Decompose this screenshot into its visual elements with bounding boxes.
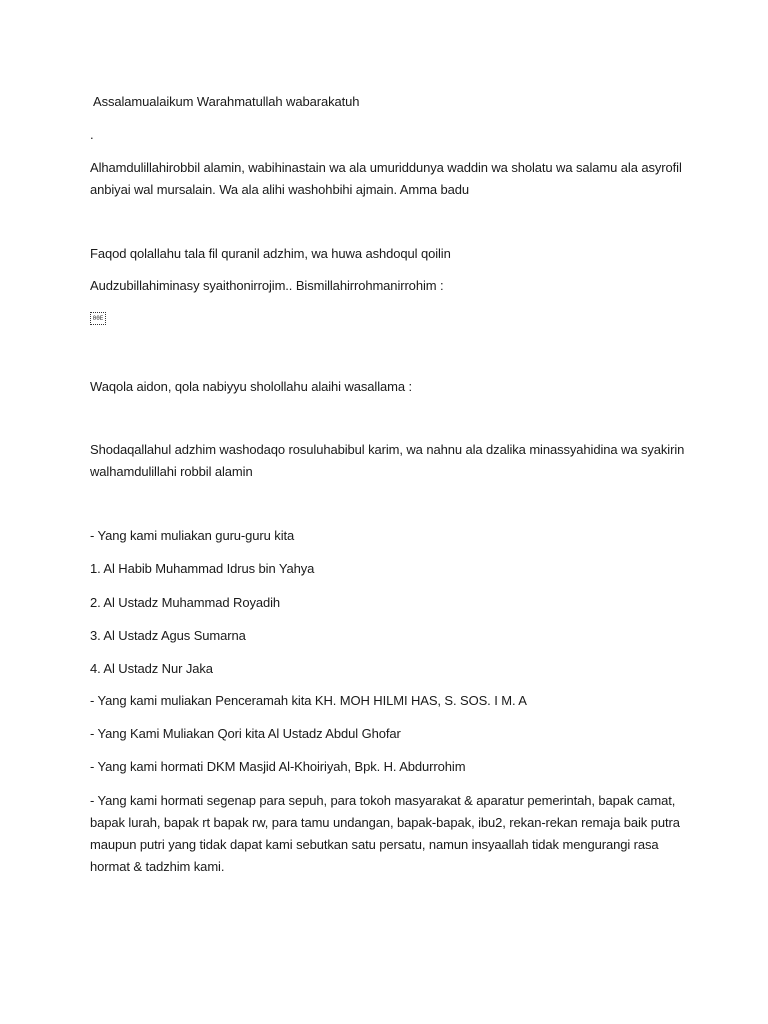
teacher-item: 2. Al Ustadz Muhammad Royadih	[90, 595, 281, 610]
teacher-item: 3. Al Ustadz Agus Sumarna	[90, 628, 246, 643]
qori-text: - Yang Kami Muliakan Qori kita Al Ustadz Abdul Ghofar	[90, 726, 401, 741]
shodaqallahul-paragraph: Shodaqallahul adzhim washodaqo rosuluhabibul karim, wa nahnu ala dzalika minassyahidina wa syakirin walhamdulillahi robbil alamin	[90, 442, 685, 479]
audzubillah-text: Audzubillahiminasy syaithonirrojim.. Bismillahirrohmanirrohim :	[90, 278, 444, 293]
teacher-item: 1. Al Habib Muhammad Idrus bin Yahya	[90, 561, 315, 576]
teacher-item: 4. Al Ustadz Nur Jaka	[90, 661, 213, 676]
dot-text: .	[90, 127, 94, 142]
greeting-text: Assalamualaikum Warahmatullah wabarakatuh	[93, 94, 360, 109]
faqod-text: Faqod qolallahu tala fil quranil adzhim, wa huwa ashdoqul qoilin	[90, 246, 451, 261]
sepuh-paragraph: - Yang kami hormati segenap para sepuh, para tokoh masyarakat & aparatur pemerintah, bapak camat, bapak lurah, bapak rt bapak rw, para tamu undangan, bapak-bapak, ibu2, rekan-rekan remaja baik putra maupun putri yang tidak dapat kami sebutkan satu persatu, namun insyaallah tidak mengurangi rasa hormat & tadzhim kami.	[90, 793, 680, 874]
list-intro: - Yang kami muliakan guru-guru kita	[90, 528, 295, 543]
dkm-text: - Yang kami hormati DKM Masjid Al-Khoiriyah, Bpk. H. Abdurrohim	[90, 759, 466, 774]
waqola-text: Waqola aidon, qola nabiyyu sholollahu alaihi wasallama :	[90, 379, 413, 394]
opening-paragraph: Alhamdulillahirobbil alamin, wabihinastain wa ala umuriddunya waddin wa sholatu wa salamu ala asyrofil anbiyai wal mursalain. Wa ala alihi washohbihi ajmain. Amma badu	[90, 160, 682, 197]
missing-glyph-box: 00E	[90, 312, 106, 325]
penceramah-text: - Yang kami muliakan Penceramah kita KH. MOH HILMI HAS, S. SOS. I M. A	[90, 693, 527, 708]
